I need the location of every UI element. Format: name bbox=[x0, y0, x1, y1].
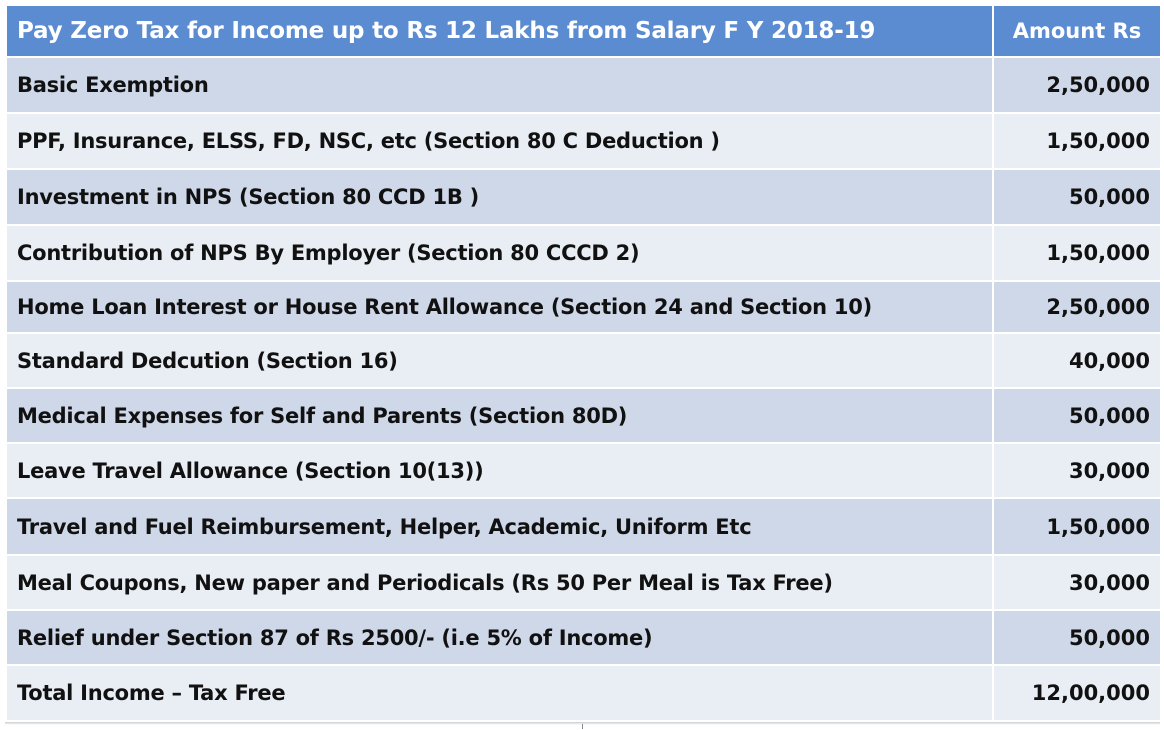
table-header-row bbox=[6, 5, 1161, 57]
row-label: Medical Expenses for Self and Parents (Section 80D) bbox=[6, 388, 993, 443]
amount-column-header: Amount Rs bbox=[993, 5, 1161, 57]
row-label: Investment in NPS (Section 80 CCD 1B ) bbox=[6, 169, 993, 225]
row-amount: 40,000 bbox=[993, 333, 1161, 388]
table-row bbox=[6, 225, 1161, 281]
row-amount: 50,000 bbox=[993, 610, 1161, 665]
row-amount: 30,000 bbox=[993, 443, 1161, 498]
row-label: Basic Exemption bbox=[6, 57, 993, 113]
table-row bbox=[6, 169, 1161, 225]
table-row bbox=[6, 388, 1161, 443]
row-label: Travel and Fuel Reimbursement, Helper, Academic, Uniform Etc bbox=[6, 498, 993, 555]
row-amount: 1,50,000 bbox=[993, 498, 1161, 555]
row-amount: 2,50,000 bbox=[993, 281, 1161, 333]
row-amount: 1,50,000 bbox=[993, 225, 1161, 281]
row-amount: 50,000 bbox=[993, 169, 1161, 225]
tax-exemption-table bbox=[5, 4, 1162, 722]
table-row bbox=[6, 333, 1161, 388]
row-amount: 50,000 bbox=[993, 388, 1161, 443]
table-row bbox=[6, 281, 1161, 333]
table-row bbox=[6, 555, 1161, 610]
table-title: Pay Zero Tax for Income up to Rs 12 Lakhs from Salary F Y 2018-19 bbox=[6, 5, 993, 57]
row-label: Meal Coupons, New paper and Periodicals (Rs 50 Per Meal is Tax Free) bbox=[6, 555, 993, 610]
row-label: Contribution of NPS By Employer (Section 80 CCCD 2) bbox=[6, 225, 993, 281]
table-row bbox=[6, 443, 1161, 498]
table-row bbox=[6, 57, 1161, 113]
total-amount: 12,00,000 bbox=[993, 665, 1161, 721]
row-label: Relief under Section 87 of Rs 2500/- (i.e 5% of Income) bbox=[6, 610, 993, 665]
total-label: Total Income – Tax Free bbox=[6, 665, 993, 721]
row-amount: 30,000 bbox=[993, 555, 1161, 610]
row-label: PPF, Insurance, ELSS, FD, NSC, etc (Section 80 C Deduction ) bbox=[6, 113, 993, 169]
row-label: Home Loan Interest or House Rent Allowance (Section 24 and Section 10) bbox=[6, 281, 993, 333]
row-label: Leave Travel Allowance (Section 10(13)) bbox=[6, 443, 993, 498]
row-label: Standard Dedcution (Section 16) bbox=[6, 333, 993, 388]
table-row bbox=[6, 610, 1161, 665]
divider-tick bbox=[582, 724, 583, 729]
row-amount: 2,50,000 bbox=[993, 57, 1161, 113]
table-row bbox=[6, 498, 1161, 555]
table-row-total bbox=[6, 665, 1161, 721]
table-row bbox=[6, 113, 1161, 169]
row-amount: 1,50,000 bbox=[993, 113, 1161, 169]
